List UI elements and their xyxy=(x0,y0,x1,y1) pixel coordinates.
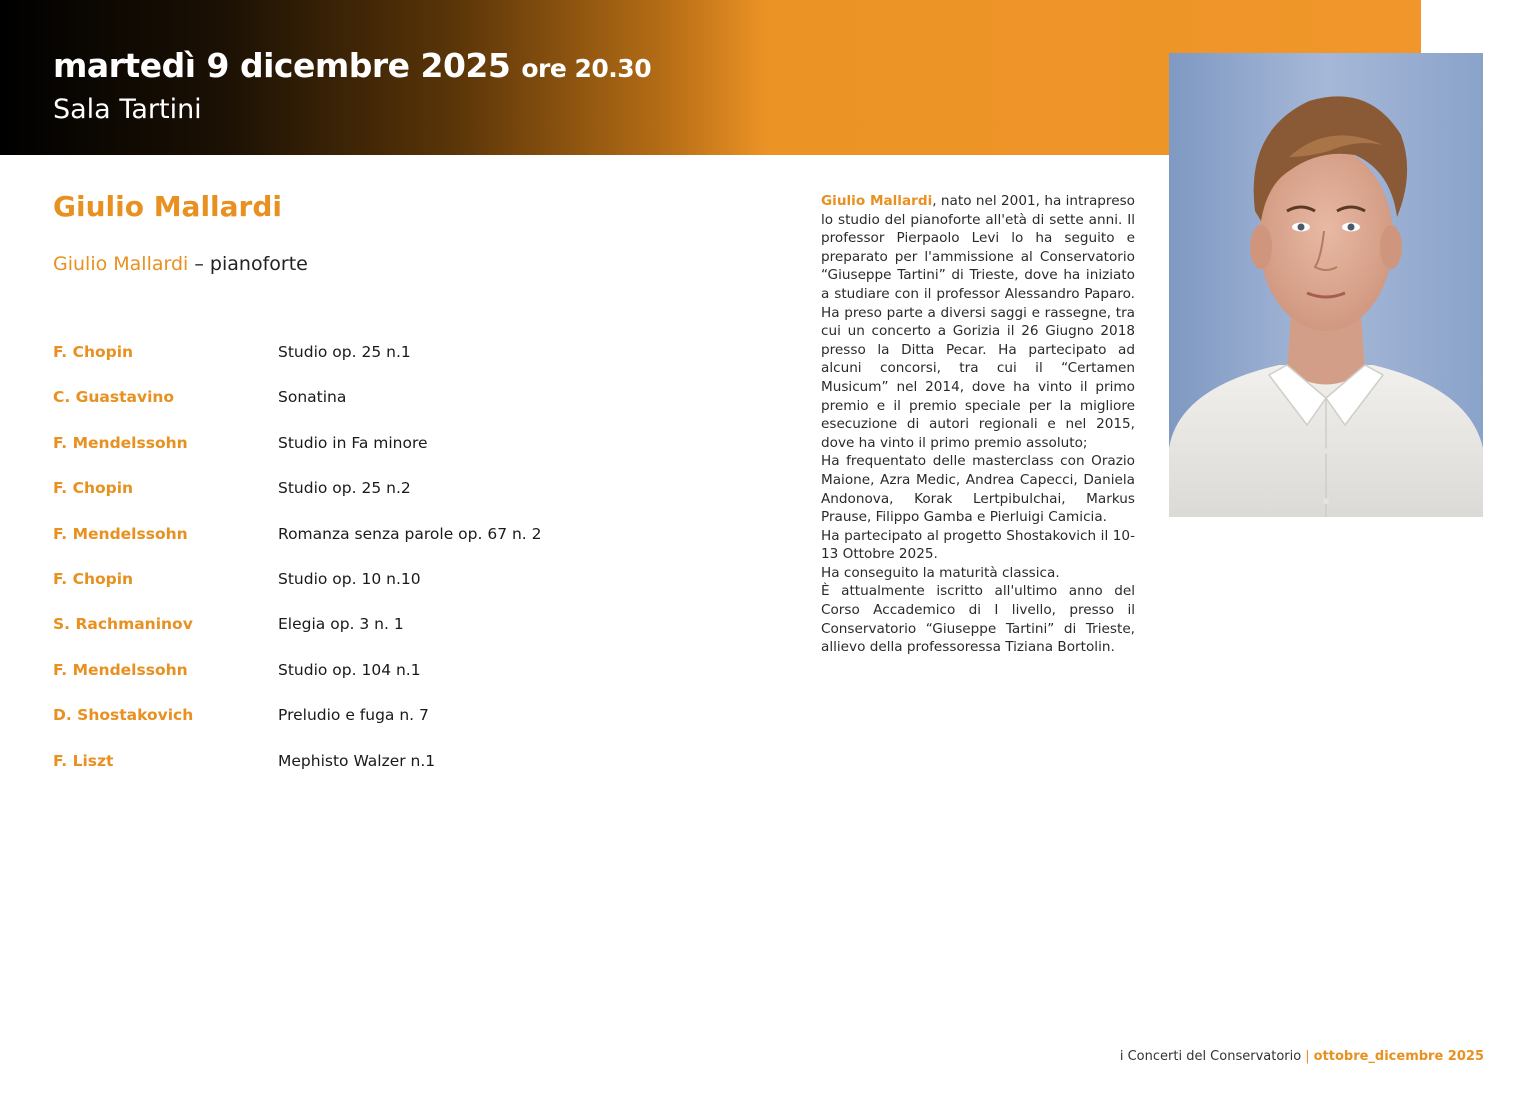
program-composer: D. Shostakovich xyxy=(53,706,194,725)
program-row xyxy=(53,570,653,615)
program-piece: Studio op. 10 n.10 xyxy=(278,569,421,588)
performer-photo xyxy=(1169,53,1483,517)
program-list xyxy=(53,343,653,797)
program-row xyxy=(53,434,653,479)
bio-paragraph: Ha partecipato al progetto Shostakovich il 10-13 Ottobre 2025. xyxy=(821,527,1135,563)
program-piece: Studio in Fa minore xyxy=(278,433,428,452)
program-composer: F. Chopin xyxy=(53,569,134,588)
performer-title: Giulio Mallardi xyxy=(53,190,282,223)
program-piece: Preludio e fuga n. 7 xyxy=(278,706,429,725)
bio-paragraph: Ha frequentato delle masterclass con Orazio Maione, Azra Medic, Andrea Capecci, Daniela Andonova, Korak Lertpibulchai, Markus Prause, Filippo Gamba e Pierluigi Camicia. xyxy=(821,453,1135,526)
program-row xyxy=(53,525,653,570)
event-date xyxy=(53,46,651,85)
footer-series: i Concerti del Conservatorio xyxy=(1119,1049,1302,1064)
program-piece: Romanza senza parole op. 67 n. 2 xyxy=(278,524,542,543)
program-composer: F. Liszt xyxy=(53,751,114,770)
bio-text: , nato nel 2001, ha intrapreso lo studio del pianoforte all'età di sette anni. Il professor Pierpaolo Levi lo ha seguito e preparato per l'ammissione al Conservatorio “Giuseppe Tartini” di Trieste, dove ha iniziato a studiare con il professor Alessandro Paparo. Ha preso parte a diversi saggi e rassegne, tra cui un concerto a Gorizia il 26 Giugno 2018 presso la Ditta Pecar. Ha partecipato ad alcuni concorsi, tra cui il “Certamen Musicum” nel 2014, dove ha vinto il primo premio e il premio speciale per la migliore esecuzione di autori regionali e nel 2015, dove ha vinto il primo premio assoluto; xyxy=(821,193,1135,451)
performer-instrument: – pianoforte xyxy=(194,253,308,275)
event-date-text: martedì 9 dicembre 2025 xyxy=(53,46,511,85)
program-row xyxy=(53,479,653,524)
program-piece: Studio op. 104 n.1 xyxy=(278,660,421,679)
bio-paragraph: Ha conseguito la maturità classica. xyxy=(821,564,1060,581)
program-composer: F. Mendelssohn xyxy=(53,524,188,543)
program-row xyxy=(53,343,653,388)
page-footer xyxy=(1120,1049,1484,1064)
program-piece: Studio op. 25 n.1 xyxy=(278,343,411,361)
bio-paragraph: È attualmente iscritto all'ultimo anno del Corso Accademico di I livello, presso il Conservatorio “Giuseppe Tartini” di Trieste, allievo della professoressa Tiziana Bortolin. xyxy=(821,583,1135,656)
program-composer: C. Guastavino xyxy=(53,388,175,407)
footer-separator: | xyxy=(1305,1049,1310,1064)
program-piece: Mephisto Walzer n.1 xyxy=(278,751,436,770)
bio-paragraph xyxy=(821,192,1135,452)
program-row xyxy=(53,752,653,797)
program-composer: F. Mendelssohn xyxy=(53,660,188,679)
program-row xyxy=(53,706,653,751)
program-row xyxy=(53,661,653,706)
footer-period: ottobre_dicembre 2025 xyxy=(1313,1049,1484,1064)
performer-name: Giulio Mallardi xyxy=(53,253,189,275)
performer-line xyxy=(53,253,308,275)
performer-bio xyxy=(821,192,1135,657)
event-venue: Sala Tartini xyxy=(53,94,202,125)
program-row xyxy=(53,388,653,433)
program-composer: S. Rachmaninov xyxy=(53,615,193,634)
program-composer: F. Chopin xyxy=(53,343,134,361)
program-piece: Elegia op. 3 n. 1 xyxy=(278,615,404,634)
program-piece: Sonatina xyxy=(278,388,347,407)
program-composer: F. Chopin xyxy=(53,479,134,498)
program-row xyxy=(53,615,653,660)
bio-name: Giulio Mallardi xyxy=(821,193,933,209)
program-composer: F. Mendelssohn xyxy=(53,433,188,452)
program-piece: Studio op. 25 n.2 xyxy=(278,479,411,498)
event-time: ore 20.30 xyxy=(521,54,652,83)
